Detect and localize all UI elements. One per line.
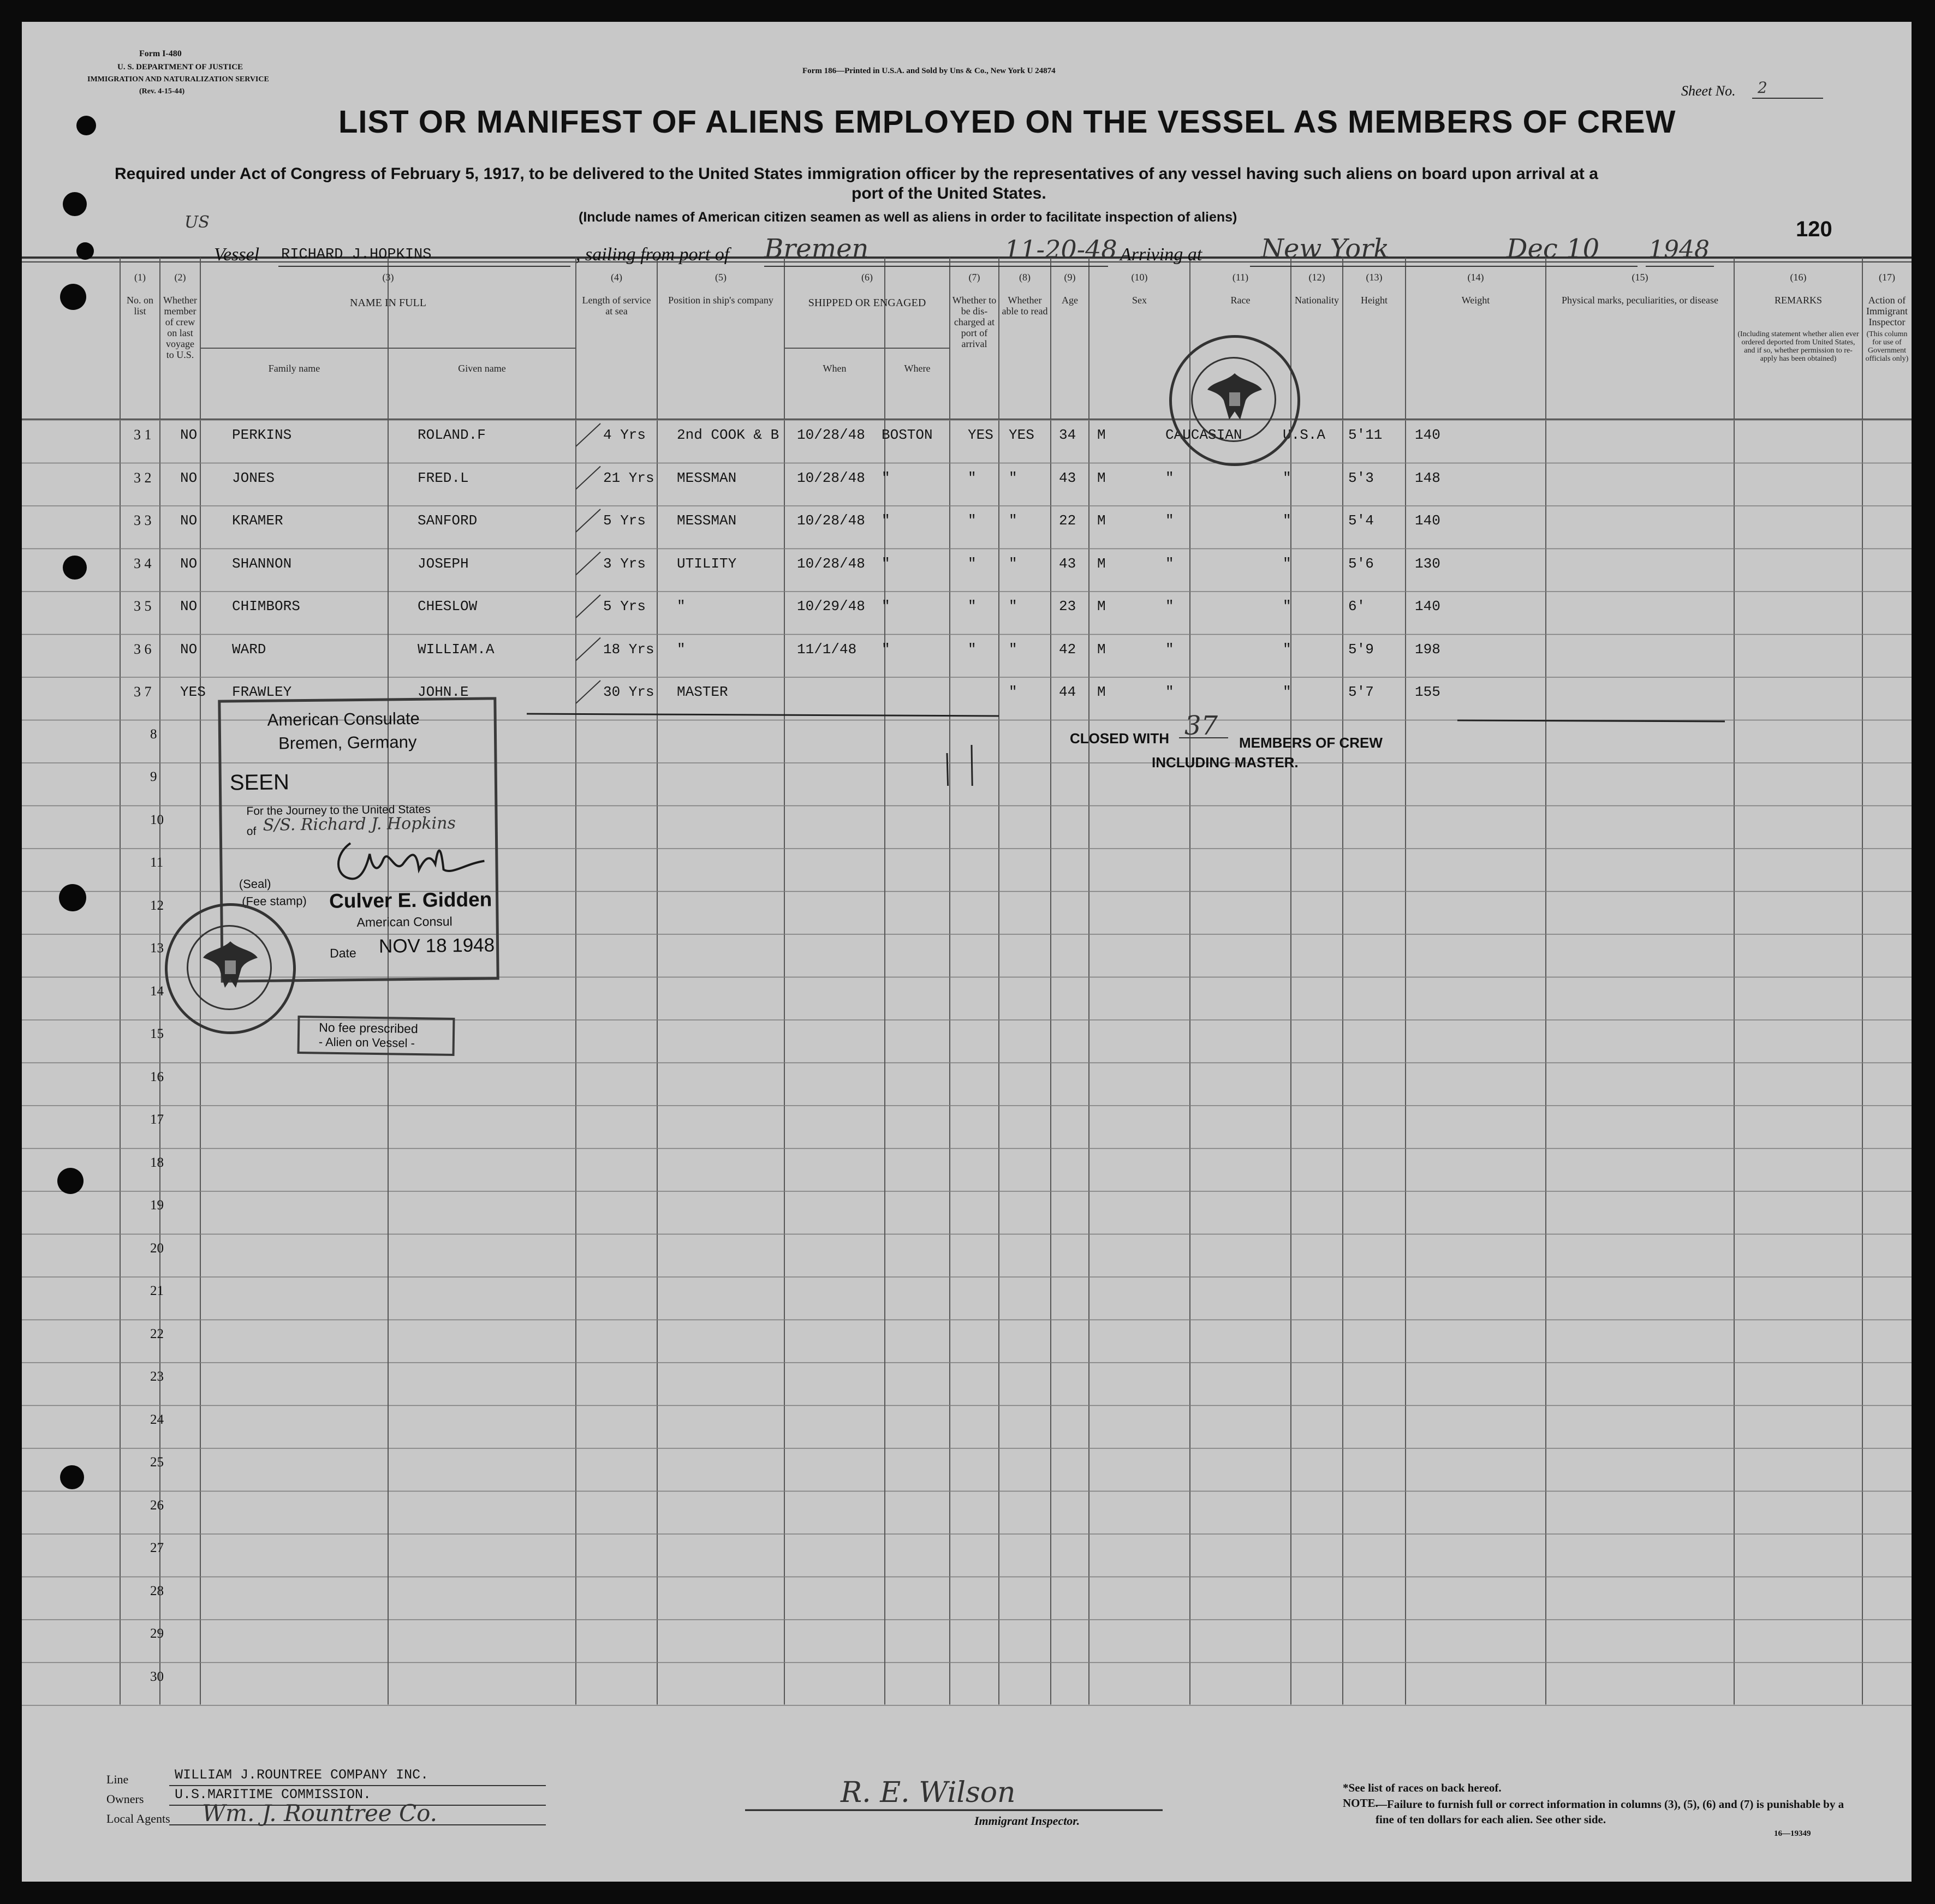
cell-when: 10/28/48 [797,427,865,443]
row-number: 13 [150,941,164,956]
owners-label: Owners [106,1792,144,1806]
column-number: (8) [1019,272,1031,283]
service-name: IMMIGRATION AND NATURALIZATION SERVICE [87,75,269,83]
owners-value: U.S.MARITIME COMMISSION. [175,1787,372,1802]
cell-sex: M [1097,641,1106,658]
column-sub-label: Where [904,363,931,374]
row-number: 21 [150,1284,164,1298]
cell-age: 34 [1059,427,1076,443]
page-title: LIST OR MANIFEST OF ALIENS EMPLOYED ON THE VESSEL AS MEMBERS OF CREW [338,104,1676,140]
column-label: No. on list [127,295,153,317]
cell-when: 10/28/48 [797,555,865,572]
stamp-fee: (Fee stamp) [242,894,307,909]
column-label: Weight [1461,295,1490,306]
row-number: 28 [150,1583,164,1598]
cell-where: BOSTON [882,427,933,443]
column-number: (3) [382,272,394,283]
column-label: Age [1062,295,1078,306]
cell-where: " [882,598,890,614]
row-number: 18 [150,1155,164,1170]
row-number: 12 [150,898,164,913]
stamp-vessel-handwritten: S/S. Richard J. Hopkins [263,814,456,835]
cell-service: 21 Yrs [603,469,654,486]
stamp-date: NOV 18 1948 [378,934,495,957]
column-label: Whether able to read [1002,295,1048,317]
no-fee-stamp [297,1016,455,1056]
row-number: 9 [150,769,157,784]
stamp-date-label: Date [330,946,356,960]
inspector-signature: R. E. Wilson [841,1776,1016,1809]
cell-race: " [1165,598,1174,614]
cell-discharged: " [968,555,977,572]
cell-sex: M [1097,512,1106,529]
binder-hole [57,1168,84,1194]
cell-service: 4 Yrs [603,427,646,443]
cell-when: 10/29/48 [797,598,865,614]
cell-no: 3 5 [134,598,152,614]
cell-where: " [882,555,890,572]
cell-last-voyage: NO [180,598,198,614]
row-number: 23 [150,1369,164,1384]
cell-race: " [1165,555,1174,572]
row-number: 20 [150,1240,164,1256]
consulate-seal-bottom [165,903,296,1034]
cell-height: 5'9 [1348,641,1374,658]
column-sub-label: Family name [268,363,320,374]
vessel-prefix: US [184,213,210,232]
cell-race: " [1165,512,1174,529]
column-label: Length of service at sea [582,295,651,317]
cell-weight: 140 [1415,598,1440,614]
arriving-label: Arriving at [1120,244,1202,265]
cell-race: " [1165,469,1174,486]
cell-read: YES [1009,427,1034,443]
cell-given: JOHN.E [418,684,469,700]
members-of-crew: MEMBERS OF CREW [1239,735,1383,751]
cell-height: 5'11 [1348,427,1383,443]
cell-age: 23 [1059,598,1076,614]
subtitle-line3: (Include names of American citizen seamen as well as aliens in order to facilitate inspection of aliens) [579,210,1237,225]
column-number: (5) [715,272,727,283]
row-number: 15 [150,1026,164,1041]
cell-weight: 155 [1415,684,1440,700]
column-label: Sex [1132,295,1147,306]
stamp-line1: American Consulate [267,708,420,730]
arrival-date: Dec 10 [1507,234,1600,264]
subtitle-line2: port of the United States. [852,184,1046,202]
row-number: 14 [150,983,164,999]
cell-last-voyage: NO [180,555,198,572]
closing-lines [22,22,1912,786]
column-label: Whether member of crew on last voyage to U.S. [163,295,197,360]
cell-discharged: " [968,641,977,658]
cell-where: " [882,641,890,658]
row-number: 26 [150,1497,164,1513]
cell-read: " [1009,555,1017,572]
cell-service: 30 Yrs [603,684,654,700]
cell-when: 10/28/48 [797,512,865,529]
column-label: Height [1361,295,1388,306]
cell-when: 11/1/48 [797,641,857,658]
cell-nationality: U.S.A [1283,427,1326,443]
note-label: NOTE. [1343,1796,1378,1810]
cell-service: 5 Yrs [603,512,646,529]
cell-no: 3 2 [134,469,152,486]
cell-height: 5'4 [1348,512,1374,529]
column-label: Physical marks, peculiarities, or disease [1562,295,1718,306]
cell-where: " [882,469,890,486]
cell-service: 5 Yrs [603,598,646,614]
cell-read: " [1009,512,1017,529]
form-number: Form I-480 [139,49,182,58]
eagle-icon [1205,368,1265,428]
line-label: Line [106,1772,129,1786]
sailing-port: Bremen [764,234,869,264]
arrival-year: 1948 [1648,236,1710,264]
cell-nationality: " [1283,684,1291,700]
row-number: 17 [150,1112,164,1127]
cell-sex: M [1097,427,1106,443]
cell-age: 44 [1059,684,1076,700]
consul-name: Culver E. Gidden [329,888,492,912]
cell-last-voyage: NO [180,469,198,486]
stamp-seen: SEEN [229,770,290,795]
cell-position: 2nd COOK & B [677,427,779,443]
binder-hole [63,556,87,580]
cell-discharged: YES [968,427,993,443]
cell-weight: 140 [1415,427,1440,443]
cell-sex: M [1097,598,1106,614]
cell-given: SANFORD [418,512,478,529]
row-number: 8 [150,726,157,742]
column-number: (11) [1232,272,1249,283]
column-label: Whether to be dis-charged at port of arrival [952,295,997,349]
stamp-journey: For the Journey to the United States [246,803,431,818]
row-number: 22 [150,1326,164,1341]
consulate-seal-top [1169,335,1300,466]
cell-race: " [1165,641,1174,658]
sailing-label: , sailing from port of [576,244,730,265]
race-note: *See list of races on back hereof. [1343,1781,1502,1794]
cell-family: PERKINS [232,427,292,443]
cell-no: 3 1 [134,427,152,443]
cell-no: 3 4 [134,555,152,571]
column-number: (1) [134,272,146,283]
cell-sex: M [1097,555,1106,572]
stamp-line2: Bremen, Germany [278,732,417,753]
column-number: (15) [1632,272,1648,283]
cell-nationality: " [1283,598,1291,614]
column-label: Nationality [1295,295,1339,306]
column-number: (9) [1064,272,1076,283]
arriving-port: New York [1261,234,1390,264]
row-number: 24 [150,1412,164,1427]
sailing-date: 11-20-48 [1004,235,1117,264]
consul-title: American Consul [356,914,453,930]
cell-read: " [1009,598,1017,614]
cell-weight: 148 [1415,469,1440,486]
local-agents-value: Wm. J. Rountree Co. [202,1800,438,1827]
cell-height: 6' [1348,598,1366,614]
cell-position: UTILITY [677,555,737,572]
cell-read: " [1009,641,1017,658]
cell-family: WARD [232,641,266,658]
sheet-label: Sheet No. [1681,83,1736,99]
cell-family: SHANNON [232,555,292,572]
subtitle-line1: Required under Act of Congress of February 5, 1917, to be delivered to the United States immigration officer by the representatives of any vessel having such aliens on board upon arrival at a [115,165,1598,183]
cell-service: 18 Yrs [603,641,654,658]
row-number: 27 [150,1541,164,1555]
cell-discharged: " [968,469,977,486]
revision: (Rev. 4-15-44) [139,87,185,96]
consul-signature [329,831,493,892]
cell-age: 43 [1059,469,1076,486]
cell-given: WILLIAM.A [418,641,495,658]
column-label: Action of Immigrant Inspector [1866,295,1908,327]
cell-discharged: " [968,598,977,614]
cell-height: 5'6 [1348,555,1374,572]
cell-family: KRAMER [232,512,283,529]
cell-service: 3 Yrs [603,555,646,572]
column-number: (4) [611,272,622,283]
binder-hole [76,116,96,135]
cell-weight: 130 [1415,555,1440,572]
page-number: 120 [1796,217,1832,241]
stamp-of: of [246,825,257,838]
cell-race: " [1165,684,1174,700]
column-label: Position in ship's company [668,295,773,306]
note-text: —Failure to furnish full or correct information in columns (3), (5), (6) and (7) is punishable by a fine of ten dollars for each alien. See other side. [1376,1798,1844,1826]
cell-position: " [677,598,686,614]
column-number: (2) [174,272,186,283]
binder-hole [60,1465,84,1489]
local-agents-label: Local Agents [106,1812,170,1825]
cell-no: 3 6 [134,641,152,657]
cell-position: MESSMAN [677,469,737,486]
column-label: REMARKS [1774,295,1823,306]
sheet-number: 2 [1758,79,1767,97]
form-code: 16—19349 [1774,1829,1811,1838]
row-number: 25 [150,1455,164,1470]
column-number: (12) [1308,272,1325,283]
cell-read: " [1009,469,1017,486]
cell-where: " [882,512,890,529]
row-number: 19 [150,1198,164,1213]
department: U. S. DEPARTMENT OF JUSTICE [117,63,243,71]
column-note: (Including statement whether alien ever ordered deported from United States, and if so, whether permission to re-apply has been obtained) [1737,330,1859,363]
column-sub-label: When [823,363,847,374]
cell-sex: M [1097,684,1106,700]
cell-last-voyage: NO [180,641,198,658]
cell-last-voyage: NO [180,512,198,529]
including-master: INCLUDING MASTER. [1152,754,1299,771]
cell-no: 3 3 [134,512,152,528]
column-note: (This column for use of Government officials only) [1865,330,1909,363]
stamp-seal: (Seal) [239,876,271,891]
cell-given: CHESLOW [418,598,478,614]
vessel-name: RICHARD J.HOPKINS [281,247,432,263]
inspector-label: Immigrant Inspector. [974,1814,1080,1828]
cell-discharged: " [968,512,977,529]
binder-hole [76,242,94,260]
cell-position: " [677,641,686,658]
vessel-label: Vessel [214,244,260,265]
binder-hole [59,884,86,911]
cell-nationality: " [1283,469,1291,486]
crew-count: 37 [1184,711,1218,741]
manifest-sheet [22,22,1912,1882]
row-number: 16 [150,1069,164,1084]
binder-hole [60,284,86,310]
row-number: 30 [150,1669,164,1684]
cell-read: " [1009,684,1017,700]
column-sub-label: Given name [458,363,506,374]
cell-age: 42 [1059,641,1076,658]
cell-last-voyage: YES [180,684,206,700]
cell-age: 43 [1059,555,1076,572]
cell-position: MESSMAN [677,512,737,529]
column-label: Race [1230,295,1251,306]
cell-given: JOSEPH [418,555,469,572]
cell-given: ROLAND.F [418,427,486,443]
cell-nationality: " [1283,641,1291,658]
column-number: (16) [1790,272,1807,283]
cell-given: FRED.L [418,469,469,486]
cell-last-voyage: NO [180,427,198,443]
no-fee-line2: - Alien on Vessel - [318,1035,415,1050]
column-number: (10) [1131,272,1148,283]
row-number: 11 [150,855,164,870]
eagle-icon [200,936,260,996]
cell-weight: 198 [1415,641,1440,658]
cell-position: MASTER [677,684,728,700]
binder-hole [63,192,87,216]
column-label: NAME IN FULL [350,297,426,309]
cell-height: 5'7 [1348,684,1374,700]
column-number: (6) [861,272,873,283]
no-fee-line1: No fee prescribed [319,1020,418,1036]
column-number: (17) [1879,272,1895,283]
column-number: (7) [968,272,980,283]
cell-family: FRAWLEY [232,684,292,700]
cell-nationality: " [1283,555,1291,572]
cell-when: 10/28/48 [797,469,865,486]
cell-age: 22 [1059,512,1076,529]
row-number: 10 [150,812,164,827]
row-number: 29 [150,1626,164,1641]
printer-line: Form 186—Printed in U.S.A. and Sold by Uns & Co., New York U 24874 [802,67,1056,75]
closed-with: CLOSED WITH [1070,730,1169,747]
column-number: (14) [1467,272,1484,283]
cell-race: CAUCASIAN [1165,427,1242,443]
cell-family: CHIMBORS [232,598,300,614]
cell-nationality: " [1283,512,1291,529]
cell-sex: M [1097,469,1106,486]
cell-weight: 140 [1415,512,1440,529]
column-label: SHIPPED OR ENGAGED [808,297,926,309]
cell-no: 3 7 [134,684,152,700]
line-value: WILLIAM J.ROUNTREE COMPANY INC. [175,1767,429,1783]
cell-height: 5'3 [1348,469,1374,486]
column-number: (13) [1366,272,1383,283]
cell-family: JONES [232,469,275,486]
